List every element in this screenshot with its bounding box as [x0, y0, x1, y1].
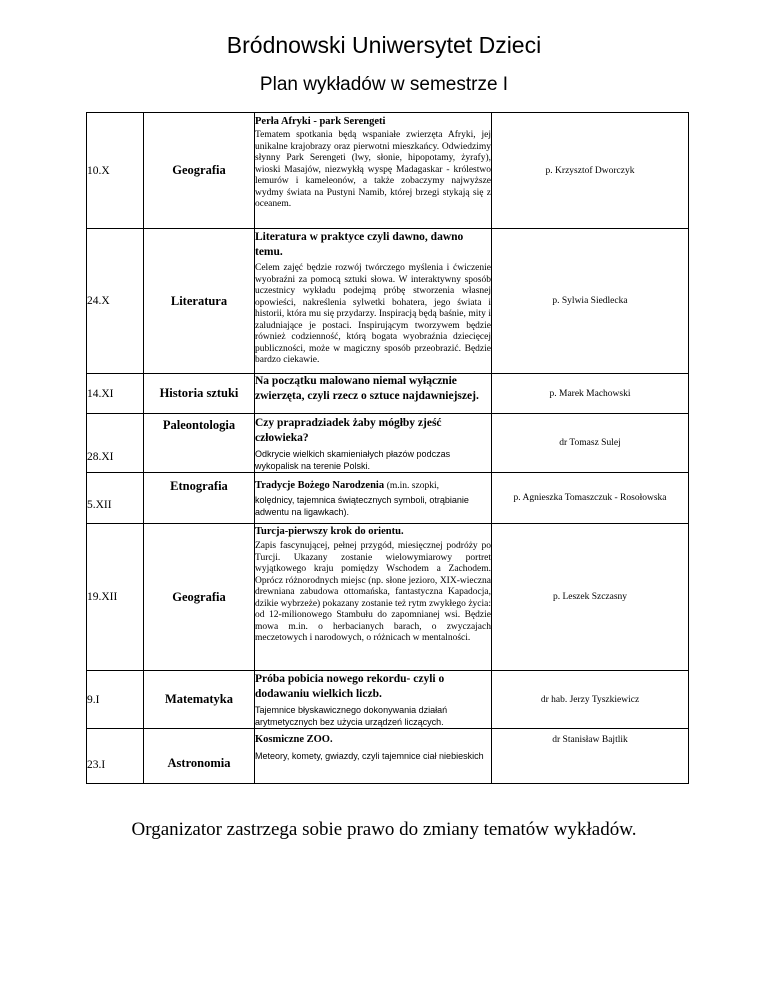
lecture-subject: Literatura: [144, 229, 255, 374]
lecture-schedule-table: [86, 112, 689, 784]
lecture-topic-cell: [255, 671, 492, 729]
lecture-topic: Na początku malowano niemal wyłącznie zwierzęta, czyli rzecz o sztuce najdawniejszej.: [255, 375, 479, 402]
lecture-subject: Geografia: [144, 524, 255, 671]
lecture-subject: Etnografia: [144, 473, 255, 524]
lecture-date: 9.I: [87, 671, 144, 729]
lecture-subject: Matematyka: [144, 671, 255, 729]
lecture-subject: Paleontologia: [144, 414, 255, 473]
table-row: [87, 414, 689, 473]
page-subtitle: Plan wykładów w semestrze I: [259, 74, 509, 95]
lecture-topic: Kosmiczne ZOO.: [255, 734, 333, 745]
table-row: [87, 113, 689, 229]
lecture-topic: Czy prapradziadek żaby mógłby zjeść człowieka?: [255, 417, 442, 444]
lecture-description: Tematem spotkania będą wspaniałe zwierzęta Afryki, jej unikalne krajobrazy oraz pierwotni mieszkańcy. Odwiedzimy słynny Park Serengeti (lwy, słonie, hipopotamy, żyrafy), wioski Masajów, niezwykłą wyspę Madagaskar - królestwo lemurów i kameleonów, a także zobaczymy najwyższe wydmy świata na Pustyni Namib, której brzegi stykają się z oceanem.: [255, 130, 491, 209]
lecture-topic-cell: [255, 113, 492, 229]
lecture-topic-line: [255, 479, 491, 493]
table-row: [87, 374, 689, 414]
lecture-date: 28.XI: [87, 414, 144, 473]
lecture-description: Meteory, komety, gwiazdy, czyli tajemnice ciał niebieskich: [255, 751, 484, 761]
lecture-topic-cell: [255, 374, 492, 414]
lecturer-name: dr Tomasz Sulej: [492, 414, 689, 473]
lecture-description: kolędnicy, tajemnica świątecznych symboli, otrąbianie adwentu na ligawkach).: [255, 495, 469, 517]
lecture-subject: Astronomia: [144, 729, 255, 784]
table-row: [87, 524, 689, 671]
lecture-topic-cell: [255, 229, 492, 374]
lecture-topic: Turcja-pierwszy krok do orientu.: [255, 526, 404, 537]
lecture-date: 10.X: [87, 113, 144, 229]
lecturer-name: p. Marek Machowski: [492, 374, 689, 414]
page-title: Bródnowski Uniwersytet Dzieci: [226, 32, 542, 58]
lecture-date: 24.X: [87, 229, 144, 374]
lecture-topic-cell: [255, 729, 492, 784]
lecture-date: 14.XI: [87, 374, 144, 414]
lecturer-name: dr Stanisław Bajtlik: [492, 729, 689, 784]
table-row: [87, 229, 689, 374]
lecture-date: 23.I: [87, 729, 144, 784]
lecture-topic-note: (m.in. szopki,: [386, 481, 439, 491]
footer-note: Organizator zastrzega sobie prawo do zmiany tematów wykładów.: [131, 819, 637, 840]
lecture-description: Celem zajęć będzie rozwój twórczego myślenia i ćwiczenie wyobraźni za pomocą sztuki słowa. W interaktywny sposób uczestnicy wykładu podejmą próbę stworzenia własnej opowieści, nakreślenia sylwetki bohatera, jego świata i historii, która mu się przydarzy. Inspiracją będą baśnie, mity i zaludniające je postaci. Inspirującym tworzywem będzie również codzienność, którą bogata wyobraźnia dziecięcej publiczności, może w magiczny sposób przeobrazić. Będzie bardzo ciekawie.: [255, 263, 491, 365]
lecture-topic: Literatura w praktyce czyli dawno, dawno temu.: [255, 231, 464, 258]
lecture-description: Tajemnice błyskawicznego dokonywania działań arytmetycznych bez użycia urządzeń liczących.: [255, 705, 448, 727]
lecturer-name: p. Sylwia Siedlecka: [492, 229, 689, 374]
lecture-date: 5.XII: [87, 473, 144, 524]
lecture-subject: Historia sztuki: [144, 374, 255, 414]
lecturer-name: p. Leszek Szczasny: [492, 524, 689, 671]
lecture-topic-cell: [255, 524, 492, 671]
lecture-topic: Próba pobicia nowego rekordu- czyli o dodawaniu wielkich liczb.: [255, 673, 445, 700]
lecture-topic: Tradycje Bożego Narodzenia: [255, 480, 385, 491]
lecture-subject: Geografia: [144, 113, 255, 229]
lecture-topic-cell: [255, 414, 492, 473]
table-row: [87, 729, 689, 784]
lecturer-name: dr hab. Jerzy Tyszkiewicz: [492, 671, 689, 729]
table-row: [87, 671, 689, 729]
table-row: [87, 473, 689, 524]
lecture-topic-cell: [255, 473, 492, 524]
lecture-topic: Perła Afryki - park Serengeti: [255, 116, 386, 127]
lecturer-name: p. Agnieszka Tomaszczuk - Rosołowska: [492, 473, 689, 524]
lecture-description: Odkrycie wielkich skamieniałych płazów podczas wykopalisk na terenie Polski.: [255, 449, 451, 471]
lecturer-name: p. Krzysztof Dworczyk: [492, 113, 689, 229]
lecture-description: Zapis fascynującej, pełnej przygód, miesięcznej podróży po Turcji. Ukazany zostanie wielowymiarowy portret wyjątkowego kraju pomiędzy Wschodem a Zachodem. Oprócz różnorodnych miejsc (np. słone jezioro, XIX-wieczna drewniana zabudowa ottomańska, fantastyczna Kapadocja, dzikie wybrzeże) pokazany zostanie też rytm zwykłego życia: od 12-milionowego Stambułu do zapomnianej wsi. Będzie mowa m.in. o herbacianych barach, o zwyczajach meczetowych i narodowych, o różnicach w mentalności.: [255, 541, 491, 643]
lecture-date: 19.XII: [87, 524, 144, 671]
